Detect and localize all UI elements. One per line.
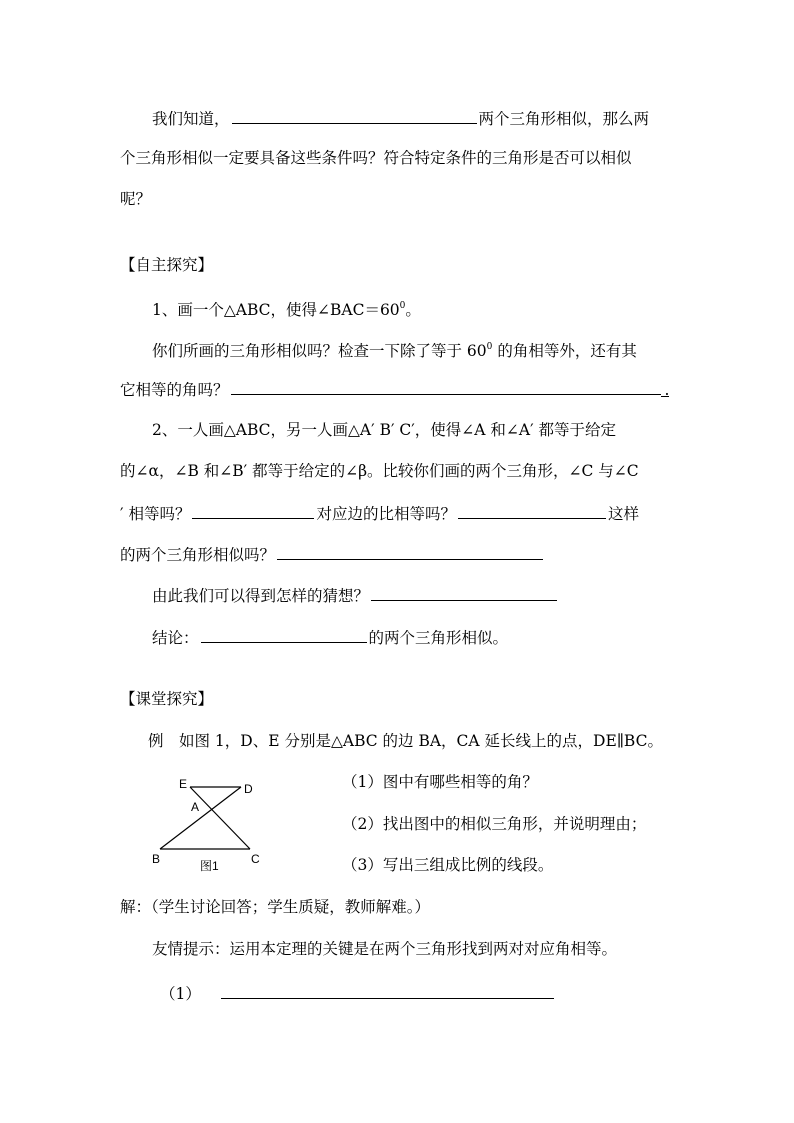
segment-BD <box>160 787 241 849</box>
degree-superscript: 0 <box>486 342 493 352</box>
figure-1 <box>148 774 278 874</box>
intro-text: 我们知道， <box>152 110 230 128</box>
sub-question-3: （3）写出三组成比例的线段。 <box>342 856 554 874</box>
answer-blank[interactable] <box>201 625 367 643</box>
hint-line: 友情提示：运用本定理的关键是在两个三角形找到两对对应角相等。 <box>152 940 618 958</box>
question-text: 由此我们可以得到怎样的猜想？ <box>152 587 370 605</box>
label-A: A <box>191 800 200 814</box>
question-text: ′ 相等吗？ <box>120 505 191 523</box>
question-text: 2、一人画△ABC，另一人画△A′ B′ C′，使得∠A 和∠A′ 都等于给定 <box>152 421 617 439</box>
question-text: 的两个三角形相似。 <box>368 629 509 647</box>
label-D: D <box>244 782 253 796</box>
label-E: E <box>179 777 188 791</box>
intro-text: 个三角形相似一定要具备这些条件吗？符合特定条件的三角形是否可以相似 <box>120 149 632 167</box>
answer-1-line <box>160 981 556 1003</box>
question-text: 这样 <box>607 505 639 523</box>
intro-text: 两个三角形相似，那么两 <box>478 110 650 128</box>
answer-number: （1） <box>160 985 201 1003</box>
intro-text: 呢？ <box>120 190 152 208</box>
example-text: 例 如图 1，D、E 分别是△ABC 的边 BA，CA 延长线上的点，DE∥BC。 <box>148 732 663 750</box>
question-text: 的角相等外，还有其 <box>492 342 637 360</box>
label-B: B <box>152 852 161 866</box>
section-title-class-explore: 【课堂探究】 <box>120 690 214 708</box>
question-1 <box>152 295 421 317</box>
intro-line-2 <box>120 147 632 169</box>
question-1-answer-line <box>120 377 669 399</box>
question-2-line-3 <box>120 501 639 523</box>
answer-blank[interactable] <box>232 106 477 124</box>
section-title-self-explore: 【自主探究】 <box>120 256 214 274</box>
answer-blank[interactable] <box>371 583 557 601</box>
question-text: 1、画一个△ABC，使得∠BAC＝60 <box>152 301 400 319</box>
degree-superscript: 0 <box>399 301 406 311</box>
guess-line <box>152 583 559 605</box>
figure-caption: 图1 <box>200 859 219 873</box>
question-2-line-2 <box>120 460 639 482</box>
question-text: 的两个三角形相似吗？ <box>120 546 276 564</box>
question-text: 它相等的角吗？ <box>120 381 229 399</box>
question-text: 你们所画的三角形相似吗？检查一下除了等于 60 <box>152 342 487 360</box>
question-text: 。 <box>405 301 421 319</box>
intro-line-3 <box>120 188 151 210</box>
question-2-line-4 <box>120 542 545 564</box>
answer-blank[interactable] <box>458 501 606 519</box>
conclusion-label: 结论： <box>152 629 199 647</box>
question-text: 的∠α，∠B 和∠B′ 都等于给定的∠β。比较你们画的两个三角形，∠C 与∠C <box>120 462 639 480</box>
question-1-follow <box>152 336 637 358</box>
sub-question-1: （1）图中有哪些相等的角？ <box>342 773 538 791</box>
solution-line: 解：（学生讨论回答；学生质疑，教师解难。） <box>120 898 431 916</box>
sub-question-2: （2）找出图中的相似三角形，并说明理由； <box>342 815 647 833</box>
label-C: C <box>251 852 260 866</box>
question-text: 对应边的比相等吗？ <box>316 505 456 523</box>
answer-blank[interactable] <box>192 501 314 519</box>
conclusion-line <box>152 625 508 647</box>
answer-blank[interactable] <box>231 377 661 395</box>
period: . <box>661 379 670 397</box>
segment-EC <box>190 787 250 849</box>
question-2-line-1 <box>152 419 616 441</box>
answer-blank[interactable] <box>221 981 554 999</box>
answer-blank[interactable] <box>277 542 543 560</box>
intro-line-1 <box>152 106 649 128</box>
